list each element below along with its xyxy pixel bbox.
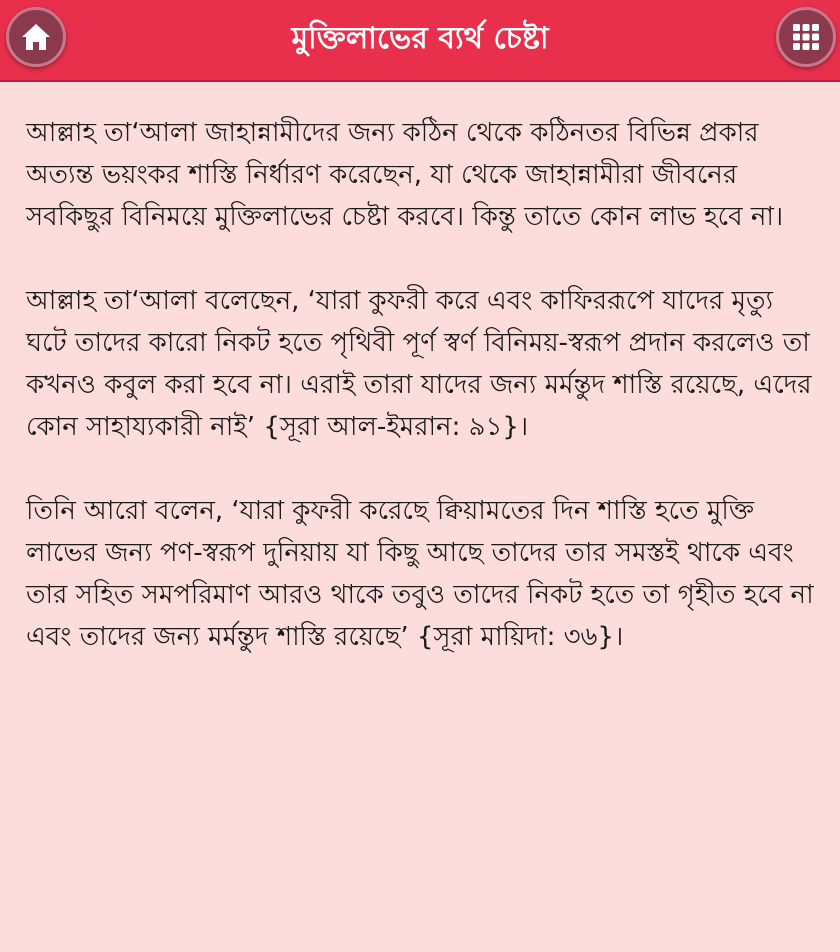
menu-button[interactable]	[776, 7, 836, 67]
paragraph-1: আল্লাহ তা‘আলা জাহান্নামীদের জন্য কঠিন থেকে কঠিনতর বিভিন্ন প্রকার অত্যন্ত ভয়ংকর শাস্তি নির্ধারণ করেছেন, যা থেকে জাহান্নামীরা জীবনের সবকিছুর বিনিময়ে মুক্তিলাভের চেষ্টা করবে। কিন্তু তাতে কোন লাভ হবে না।	[26, 118, 784, 232]
top-app-bar	[0, 0, 840, 82]
home-icon	[9, 10, 63, 64]
article-body	[26, 112, 818, 700]
page-title: মুক্তিলাভের ব্যর্থ চেষ্টা	[291, 21, 549, 56]
grid-menu-icon	[779, 10, 833, 64]
paragraph-3: তিনি আরো বলেন, ‘যারা কুফরী করেছে ক্বিয়ামতের দিন শাস্তি হতে মুক্তি লাভের জন্য পণ-স্বরূপ দুনিয়ায় যা কিছু আছে তাদের তার সমস্তই থাকে এবং তার সহিত সমপরিমাণ আরও থাকে তবুও তাদের নিকট হতে তা গৃহীত হবে না এবং তাদের জন্য মর্মন্তুদ শাস্তি রয়েছে’ {সূরা মায়িদা: ৩৬}।	[26, 496, 814, 652]
home-button[interactable]	[6, 7, 66, 67]
paragraph-2: আল্লাহ তা‘আলা বলেছেন, ‘যারা কুফরী করে এবং কাফিররূপে যাদের মৃত্যু ঘটে তাদের কারো নিকট হতে পৃথিবী পূর্ণ স্বর্ণ বিনিময়-স্বরূপ প্রদান করলেও তা কখনও কবুল করা হবে না। এরাই তারা যাদের জন্য মর্মন্তুদ শাস্তি রয়েছে, এদের কোন সাহায্যকারী নাই’ {সূরা আল-ইমরান: ৯১}।	[26, 286, 812, 442]
